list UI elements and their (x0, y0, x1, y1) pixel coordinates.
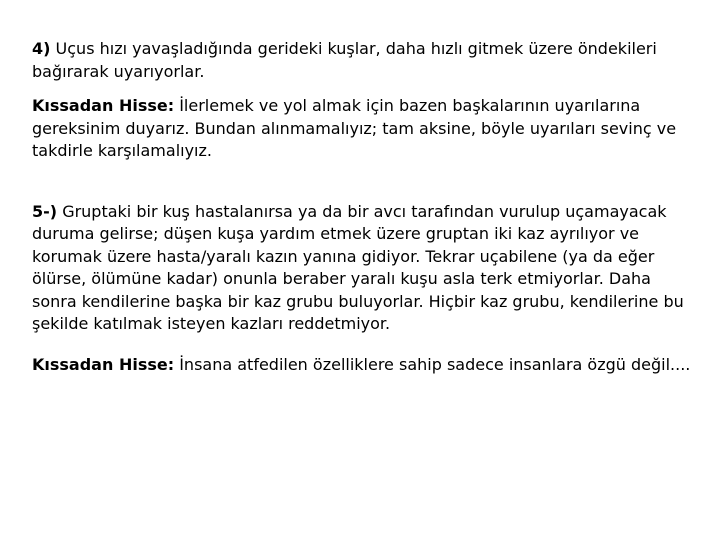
lesson-1-text: İlerlemek ve yol almak için bazen başkalarının uyarılarına gereksinim duyarız. Bundan alınmamalıyız; tam aksine, böyle uyarıları sevinç ve takdirle karşılamalıyız. (32, 96, 677, 160)
lesson-1-label: Kıssadan Hisse: (32, 96, 175, 115)
paragraph-item-4 (32, 38, 698, 83)
lesson-2-label: Kıssadan Hisse: (32, 354, 175, 374)
lesson-2-text: İnsana atfedilen özelliklere sahip sadece insanlara özgü değil.... (179, 354, 691, 374)
item-4-text: Uçus hızı yavaşladığında gerideki kuşlar, daha hızlı gitmek üzere öndekileri bağırarak uyarıyorlar. (32, 39, 657, 81)
paragraph-lesson-2 (32, 354, 698, 377)
paragraph-item-5 (32, 201, 698, 336)
item-4-number: 4) (32, 39, 51, 58)
paragraph-lesson-1 (32, 95, 698, 163)
slide-content (32, 38, 698, 376)
item-5-text: Gruptaki bir kuş hastalanırsa ya da bir avcı tarafından vurulup uçamayacak duruma gelirse; düşen kuşa yardım etmek üzere gruptan iki kaz ayrılıyor ve korumak üzere hasta/yaralı kazın yanına gidiyor. Tekrar uçabilene (ya da eğer ölürse, ölümüne kadar) onunla beraber yaralı kuşu asla terk etmiyorlar. Daha sonra kendilerine başka bir kaz grubu buluyorlar. Hiçbir kaz grubu, kendilerine bu şekilde katılmak isteyen kazları reddetmiyor. (32, 201, 684, 333)
item-5-number: 5-) (32, 201, 58, 221)
